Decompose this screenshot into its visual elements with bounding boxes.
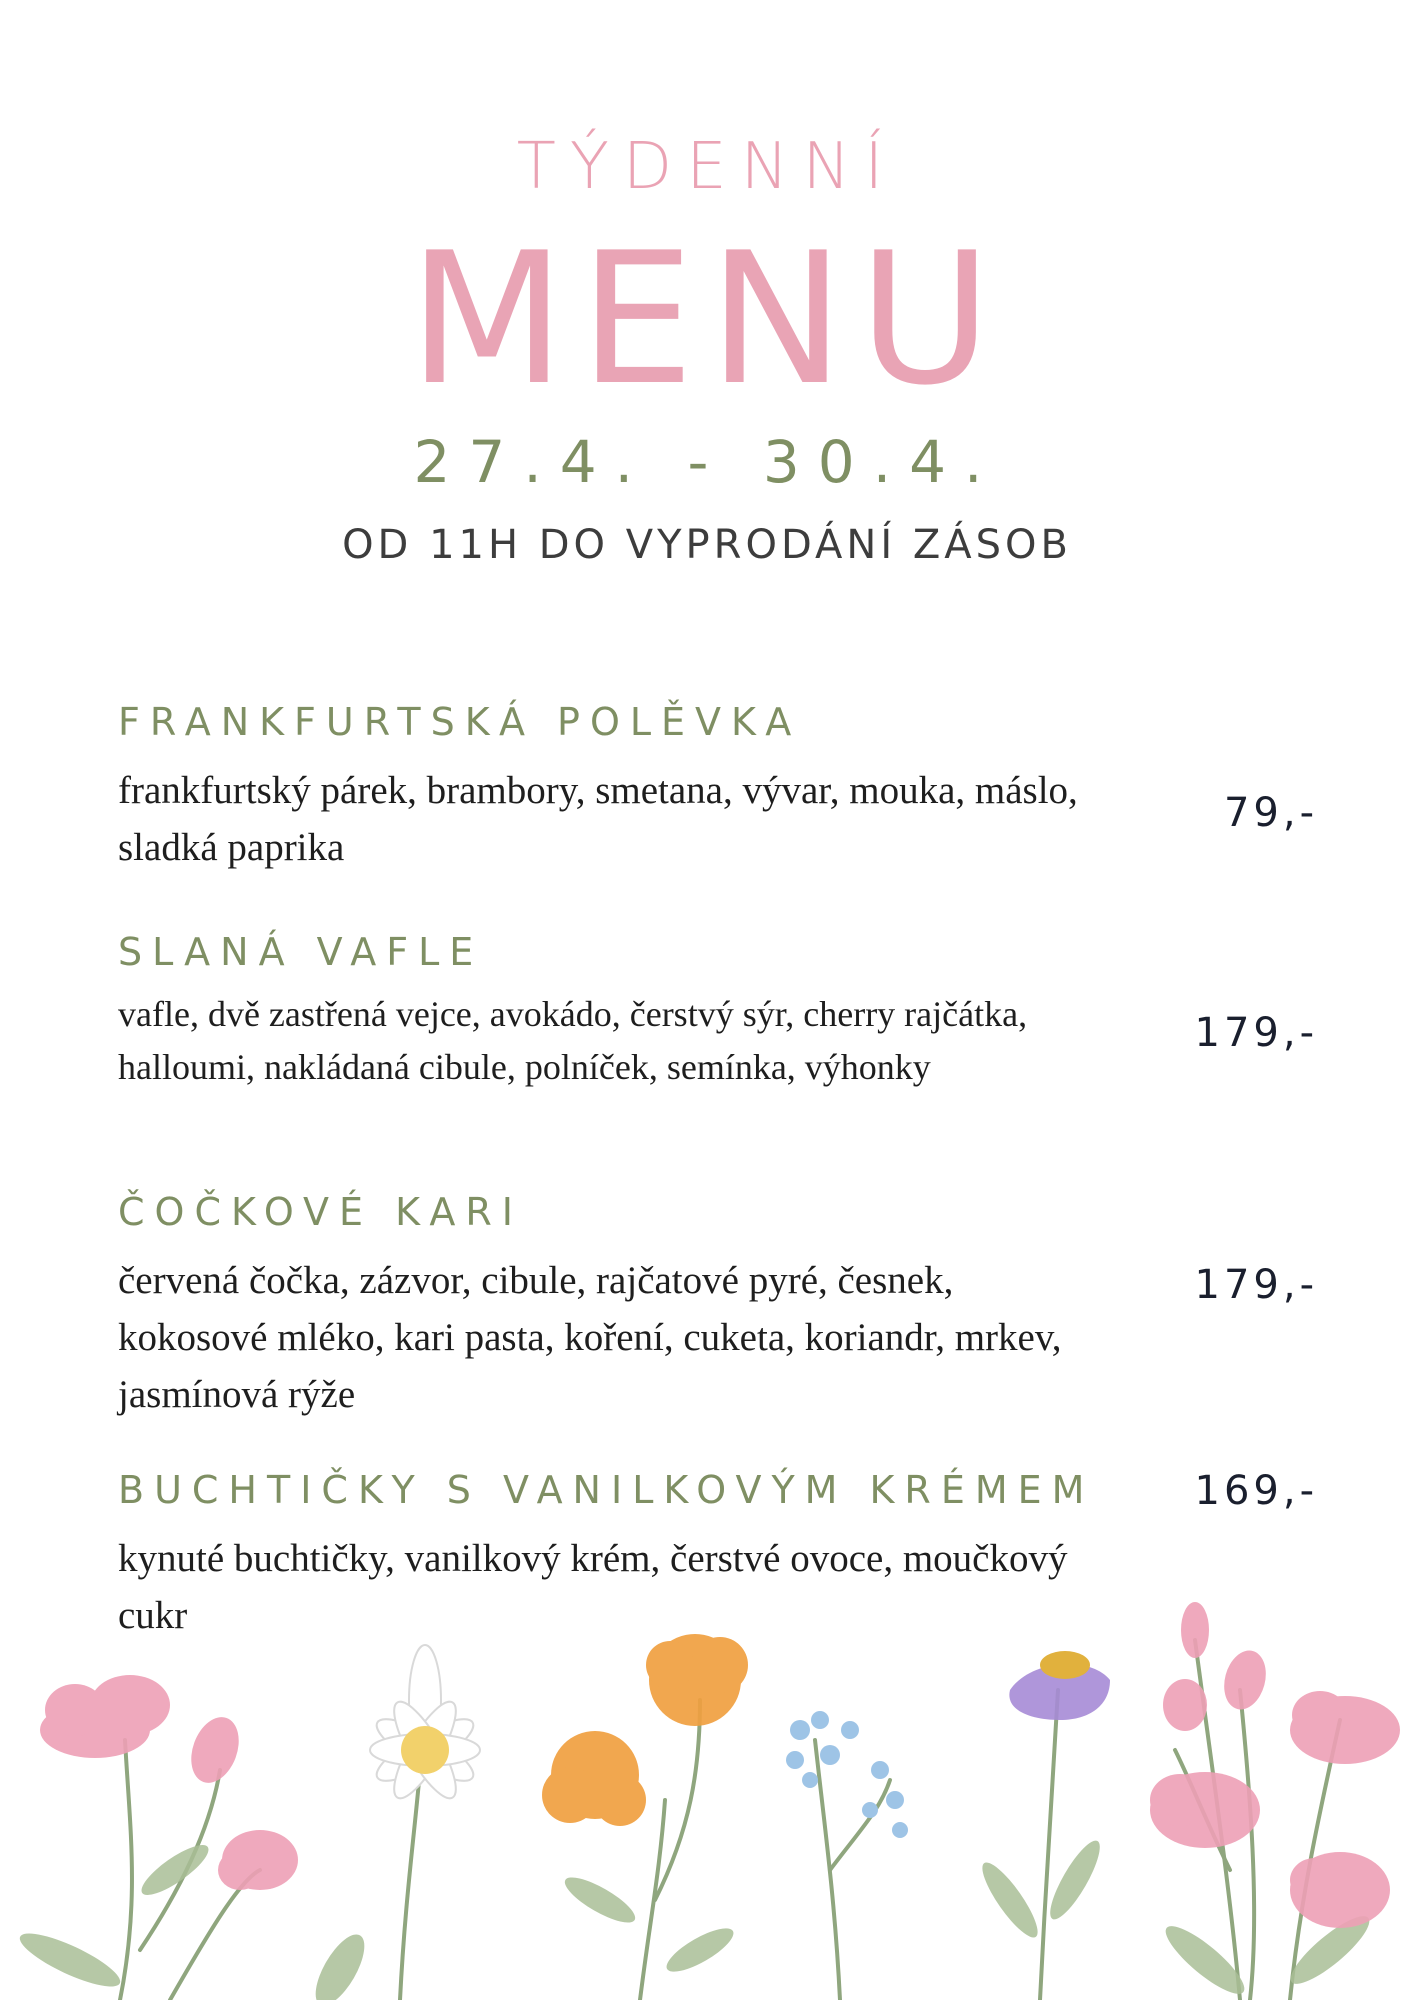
menu-item-description: kynuté buchtičky, vanilkový krém, čerstvé ovoce, moučkový cukr (118, 1537, 1068, 1637)
watercolor-flowers-icon (0, 1570, 1414, 2000)
opening-hours: OD 11H DO VYPRODÁNÍ ZÁSOB (342, 522, 1072, 568)
menu-item-price: 169,- (1194, 1468, 1318, 1514)
menu-item-name: ČOČKOVÉ KARI (118, 1190, 523, 1234)
menu-item-name: FRANKFURTSKÁ POLĚVKA (118, 700, 802, 744)
menu-item-description: frankfurtský párek, brambory, smetana, vývar, mouka, máslo, sladká paprika (118, 769, 1078, 869)
menu-item-price: 179,- (1194, 1262, 1318, 1308)
menu-item-price: 179,- (1194, 1010, 1318, 1056)
menu-item-price: 79,- (1223, 790, 1318, 836)
menu-item-name: BUCHTIČKY S VANILKOVÝM KRÉMEM (118, 1468, 1095, 1512)
menu-dates: 27.4. - 30.4. (413, 428, 1001, 496)
menu-item-frankfurtska-polevka (118, 700, 1318, 876)
menu-item-name: SLANÁ VAFLE (118, 930, 484, 974)
menu-title: MENU (408, 213, 1006, 425)
menu-item-description: červená čočka, zázvor, cibule, rajčatové pyré, česnek, kokosové mléko, kari pasta, koření, cuketa, koriandr, mrkev, jasmínová rýže (118, 1259, 1062, 1416)
menu-subtitle: TÝDENNÍ (516, 130, 898, 204)
menu-item-description: vafle, dvě zastřená vejce, avokádo, čerstvý sýr, cherry rajčátka, halloumi, nakládaná cibule, polníček, semínka, výhonky (118, 994, 1028, 1087)
menu-item-slana-vafle (118, 930, 1318, 1094)
menu-item-cockove-kari (118, 1190, 1318, 1423)
